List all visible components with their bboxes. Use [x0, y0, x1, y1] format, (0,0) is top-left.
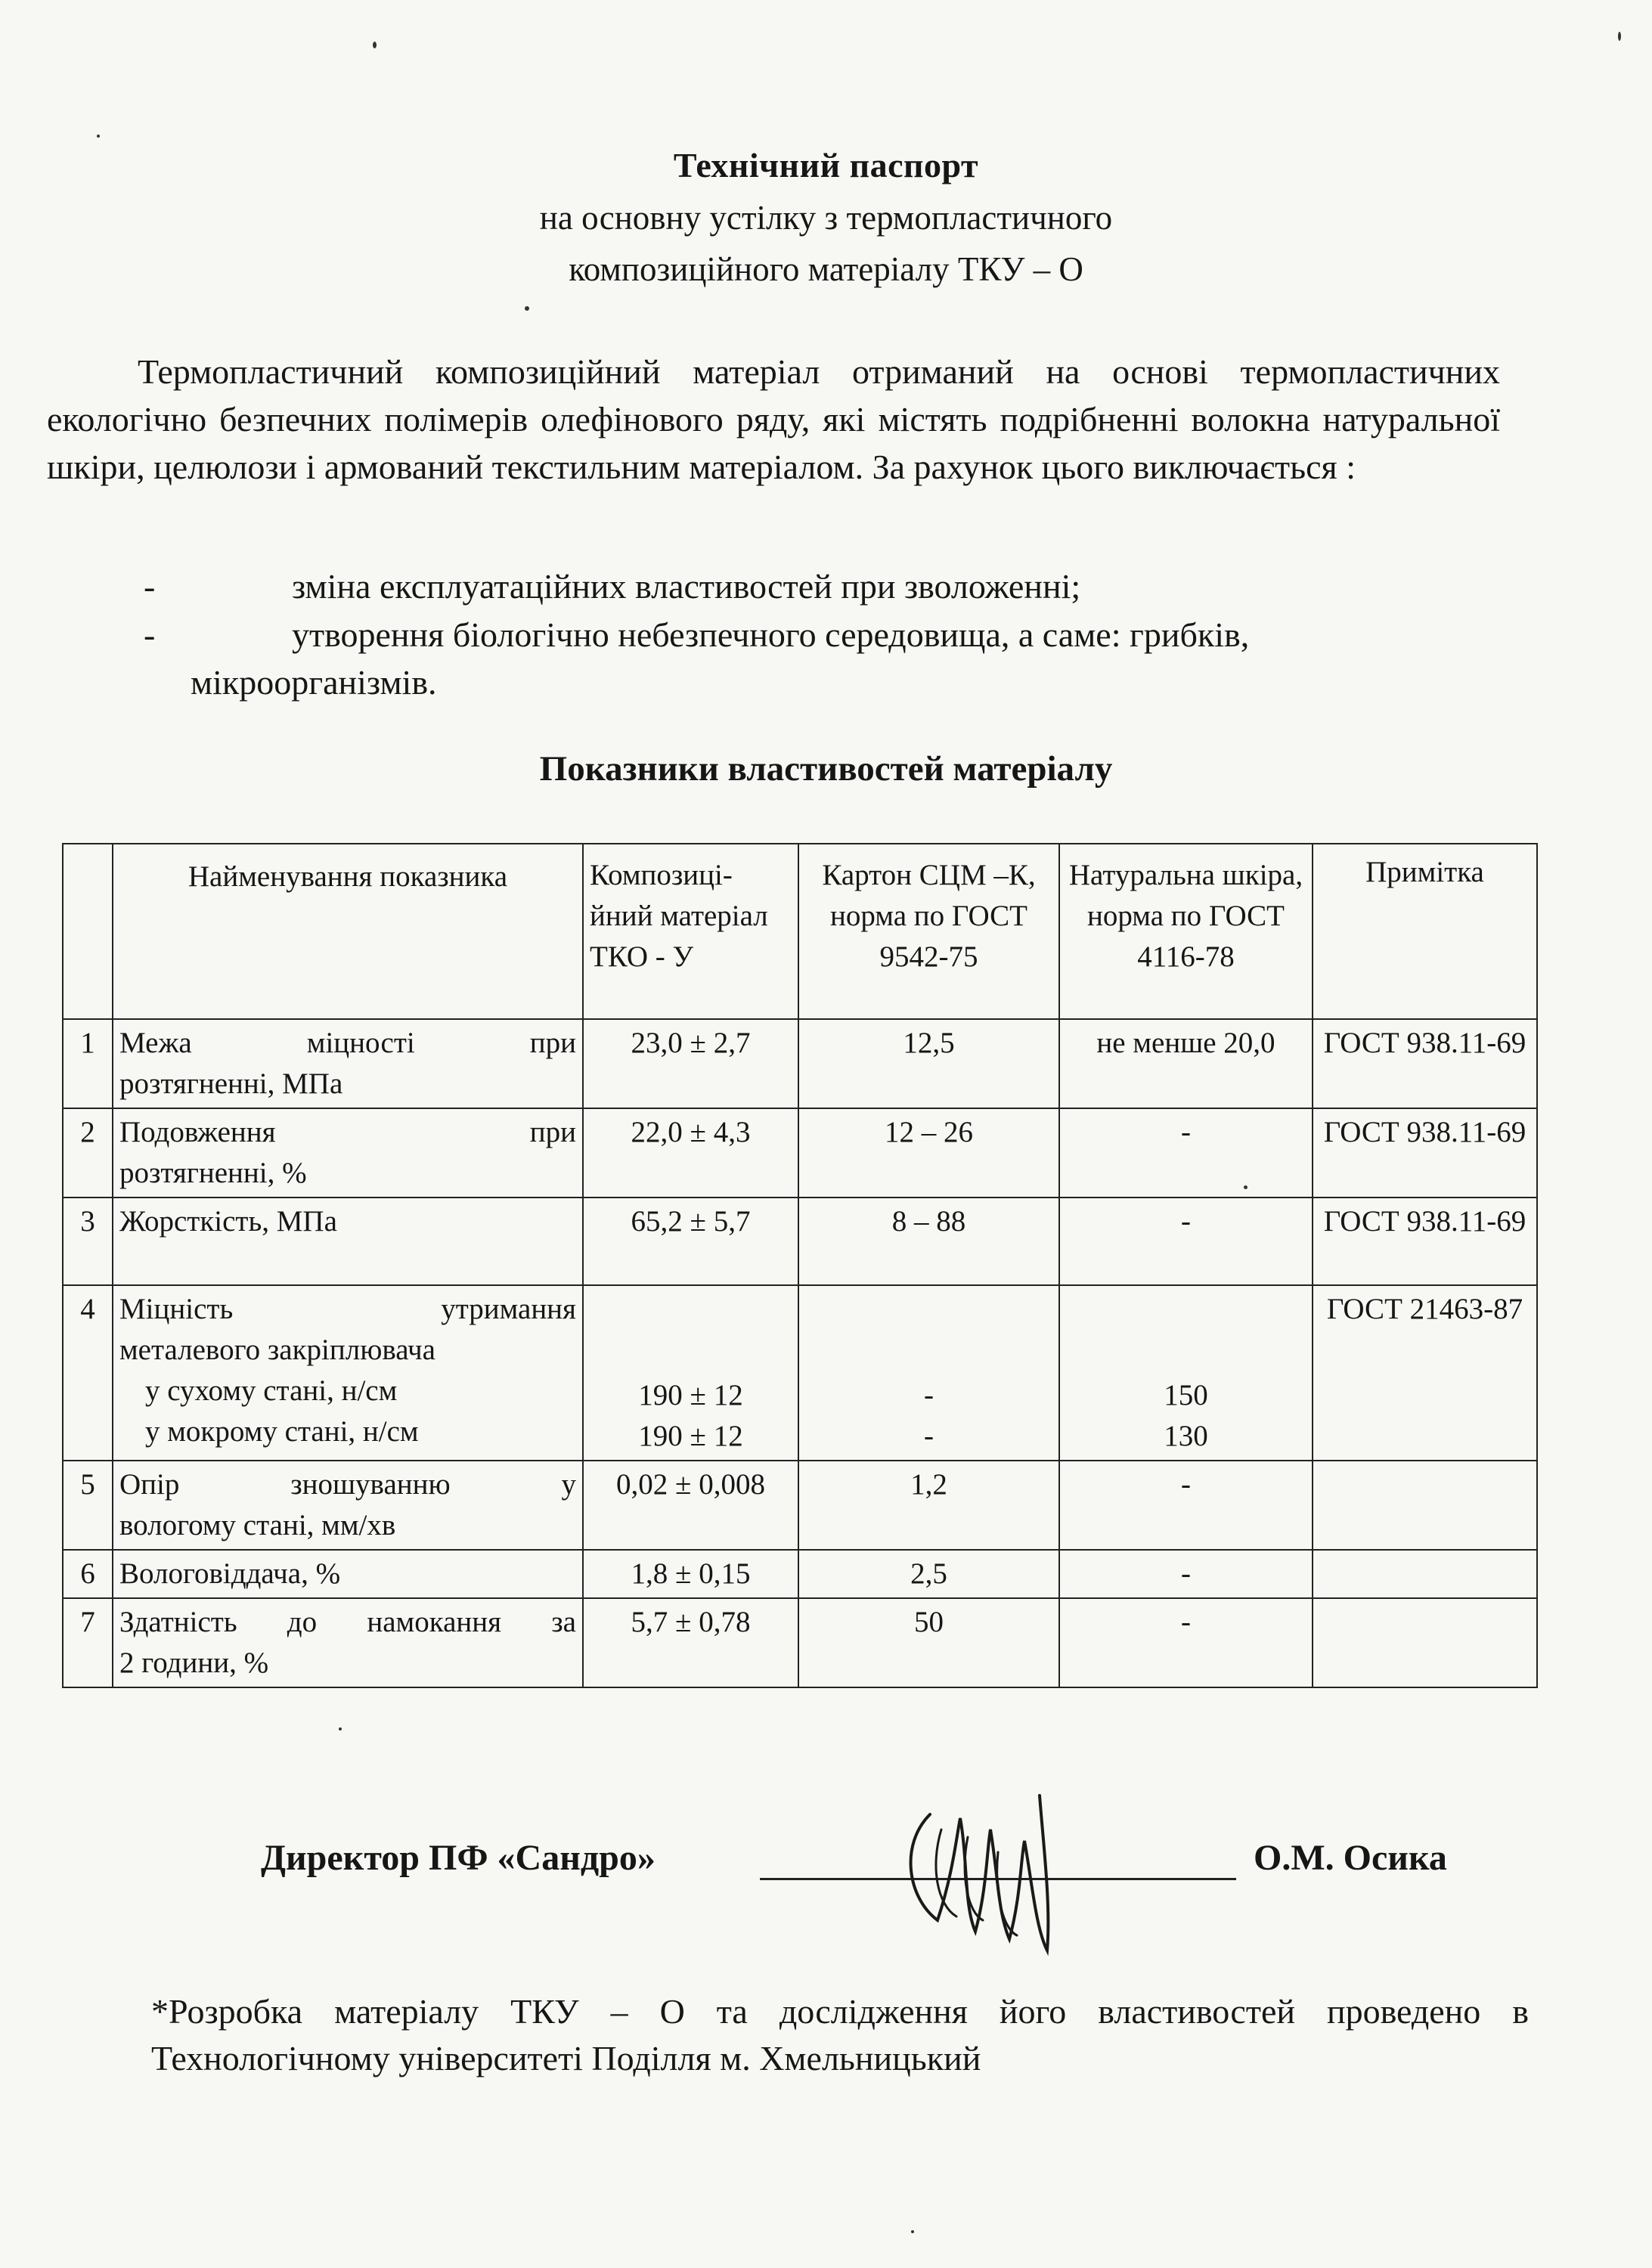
row-composite: 5,7 ± 0,78 — [583, 1598, 798, 1687]
document-title: Технічний паспорт — [673, 146, 979, 184]
row-name — [113, 1198, 583, 1285]
scan-speck — [525, 306, 529, 311]
scan-speck — [97, 135, 100, 138]
document-subtitle-line2: композиційного матеріалу ТКУ – О — [569, 250, 1083, 288]
row-composite: 65,2 ± 5,7 — [583, 1198, 798, 1285]
row-name-line1: Опір зношуванню у — [119, 1468, 576, 1501]
row-number: 1 — [63, 1019, 113, 1108]
header-composite: Композиці-йний матеріал ТКО - У — [583, 844, 798, 1019]
row-leather: не менше 20,0 — [1059, 1019, 1313, 1108]
row-leather: - — [1059, 1198, 1313, 1285]
row-name — [113, 1598, 583, 1687]
document-subtitle-line1: на основну устілку з термопластичного — [539, 199, 1113, 237]
row-leather: - — [1059, 1461, 1313, 1550]
table-row — [63, 1108, 1537, 1198]
row-carton: 12,5 — [798, 1019, 1059, 1108]
header-num — [63, 844, 113, 1019]
row-leather-wet: 130 — [1164, 1420, 1208, 1452]
row-name-line2: металевого закріплювача — [119, 1334, 435, 1366]
scan-speck — [1618, 32, 1621, 41]
row-carton: 1,2 — [798, 1461, 1059, 1550]
row-name-line1: Жорсткість, МПа — [119, 1205, 337, 1238]
table-row — [63, 1019, 1537, 1108]
properties-table — [62, 843, 1538, 1688]
row-name — [113, 1285, 583, 1461]
row-number: 7 — [63, 1598, 113, 1687]
table-row — [63, 1198, 1537, 1285]
table-row — [63, 1461, 1537, 1550]
table-row — [63, 1550, 1537, 1598]
row-carton — [798, 1285, 1059, 1461]
bullet-continuation: мікроорганізмів. — [191, 663, 437, 702]
row-name — [113, 1461, 583, 1550]
row-name-line2: вологому стані, мм/хв — [119, 1509, 396, 1541]
row-note: ГОСТ 938.11-69 — [1313, 1198, 1537, 1285]
bullet-dash: - — [144, 615, 156, 654]
row-note: ГОСТ 938.11-69 — [1313, 1019, 1537, 1108]
scan-speck — [911, 2230, 914, 2233]
table-row — [63, 1598, 1537, 1687]
row-carton: 50 — [798, 1598, 1059, 1687]
intro-text: Термопластичний композиційний матеріал отриманий на основі термопластичних екологічно безпечних полімерів олефінового ряду, які містять подрібненні волокна натуральної шкіри, целюлози і армований текстильним матеріалом. За рахунок цього виключається : — [47, 352, 1500, 486]
row-name-line1: Межа міцності при — [119, 1027, 576, 1059]
row-name — [113, 1019, 583, 1108]
row-name-line1: Міцність утримання — [119, 1293, 576, 1325]
row-leather: - — [1059, 1108, 1313, 1198]
row-name-line1: Здатність до намокання за — [119, 1606, 576, 1638]
row-leather — [1059, 1285, 1313, 1461]
row-number: 6 — [63, 1550, 113, 1598]
row-note — [1313, 1598, 1537, 1687]
scan-speck — [1244, 1185, 1248, 1189]
row-composite-dry: 190 ± 12 — [638, 1379, 743, 1411]
row-number: 4 — [63, 1285, 113, 1461]
row-carton-wet: - — [924, 1420, 934, 1452]
row-number: 2 — [63, 1108, 113, 1198]
director-title: Директор ПФ «Сандро» — [261, 1838, 656, 1878]
row-leather: - — [1059, 1550, 1313, 1598]
row-composite: 1,8 ± 0,15 — [583, 1550, 798, 1598]
table-row — [63, 1285, 1537, 1461]
row-carton: 8 – 88 — [798, 1198, 1059, 1285]
footnote-text: *Розробка матеріалу ТКУ – О та дослідження його властивостей проведено в Технологічному університеті Поділля м. Хмельницький — [151, 1992, 1529, 2077]
header-carton: Картон СЦМ –К, норма по ГОСТ 9542-75 — [798, 844, 1059, 1019]
footnote — [151, 1988, 1529, 2082]
row-note: ГОСТ 938.11-69 — [1313, 1108, 1537, 1198]
handwritten-signature — [885, 1784, 1089, 1973]
header-note: Примітка — [1313, 844, 1537, 1019]
row-composite: 22,0 ± 4,3 — [583, 1108, 798, 1198]
row-name-line1: Вологовіддача, % — [119, 1557, 341, 1590]
row-subname-wet: у мокрому стані, н/см — [145, 1415, 419, 1448]
row-carton-dry: - — [924, 1379, 934, 1411]
intro-paragraph — [47, 348, 1500, 491]
row-carton: 2,5 — [798, 1550, 1059, 1598]
row-name-line2: 2 години, % — [119, 1647, 269, 1679]
scan-speck — [339, 1727, 342, 1730]
row-note — [1313, 1461, 1537, 1550]
header-name: Найменування показника — [113, 844, 583, 1019]
row-leather: - — [1059, 1598, 1313, 1687]
table-header-row — [63, 844, 1537, 1019]
scan-speck — [373, 42, 377, 48]
row-name — [113, 1550, 583, 1598]
row-name-line2: розтягненні, МПа — [119, 1067, 343, 1100]
row-composite: 0,02 ± 0,008 — [583, 1461, 798, 1550]
row-name-line2: розтягненні, % — [119, 1157, 307, 1189]
bullet-text: зміна експлуатаційних властивостей при зволоженні; — [292, 567, 1081, 606]
section-title: Показники властивостей матеріалу — [539, 749, 1113, 789]
row-number: 5 — [63, 1461, 113, 1550]
bullet-text: утворення біологічно небезпечного середовища, а саме: грибків, — [292, 615, 1250, 654]
row-composite: 23,0 ± 2,7 — [583, 1019, 798, 1108]
row-number: 3 — [63, 1198, 113, 1285]
director-name: О.М. Осика — [1254, 1838, 1447, 1878]
row-composite-wet: 190 ± 12 — [638, 1420, 743, 1452]
row-name — [113, 1108, 583, 1198]
bullet-dash: - — [144, 567, 156, 606]
row-name-line1: Подовження при — [119, 1116, 576, 1148]
row-leather-dry: 150 — [1164, 1379, 1208, 1411]
row-note: ГОСТ 21463-87 — [1313, 1285, 1537, 1461]
row-composite — [583, 1285, 798, 1461]
row-note — [1313, 1550, 1537, 1598]
header-leather: Натуральна шкіра, норма по ГОСТ 4116-78 — [1059, 844, 1313, 1019]
row-carton: 12 – 26 — [798, 1108, 1059, 1198]
row-subname-dry: у сухому стані, н/см — [145, 1374, 398, 1407]
